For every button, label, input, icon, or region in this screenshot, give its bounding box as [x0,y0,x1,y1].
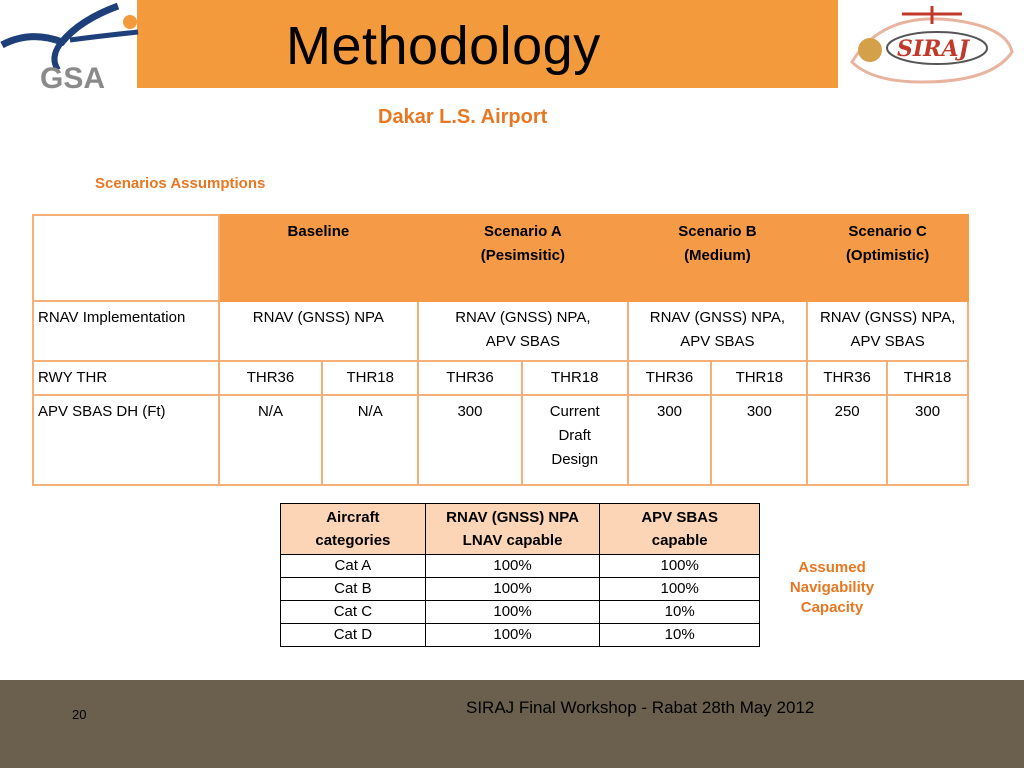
page-title: Methodology [286,16,601,76]
table-cell: N/A [219,395,323,485]
table-cell: THR18 [711,361,807,395]
page-number: 20 [72,707,87,722]
table-cell: THR36 [807,361,887,395]
table-row-rnav [33,301,968,361]
subtitle: Dakar L.S. Airport [378,106,548,128]
header-scenario-c: Scenario C (Optimistic) [807,215,968,301]
table-cell: 300 [418,395,522,485]
gsa-logo [0,0,140,92]
table-cell: RNAV (GNSS) NPA, APV SBAS [628,301,808,361]
table-row-dh [33,395,968,485]
table-cell: 100% [600,555,760,578]
table-cell: Cat A [281,555,426,578]
section-label: Scenarios Assumptions [95,175,266,192]
table-cell: 300 [711,395,807,485]
table-cell: 100% [600,578,760,601]
table-cell: N/A [322,395,418,485]
table-cell: 100% [425,555,600,578]
table-cell: 100% [425,578,600,601]
table-cell: THR18 [322,361,418,395]
gsa-logo-text: GSA [40,62,106,92]
assumed-capacity-note: Assumed Navigability Capacity [789,559,875,616]
header-baseline: Baseline [219,215,419,301]
table-header-row [33,215,968,301]
table-cell: 300 [887,395,968,485]
table-cell: Cat D [281,624,426,647]
table-cell: RNAV (GNSS) NPA, APV SBAS [418,301,627,361]
table-cell: RNAV (GNSS) NPA [219,301,419,361]
header-aircraft-categories: Aircraft categories [281,504,426,555]
table-cell: 10% [600,601,760,624]
siraj-logo-text: SIRAJ [897,36,969,62]
scenarios-table [32,214,969,486]
row-label: RNAV Implementation [33,301,219,361]
footer-band [0,680,1024,768]
header-rnav-lnav: RNAV (GNSS) NPA LNAV capable [425,504,600,555]
table-cell: 100% [425,624,600,647]
table-cell: THR36 [628,361,712,395]
aircraft-categories-table [280,503,760,647]
table-row [281,601,760,624]
header-scenario-b: Scenario B (Medium) [628,215,808,301]
row-label: APV SBAS DH (Ft) [33,395,219,485]
table-cell: 300 [628,395,712,485]
header-blank-cell [33,215,219,301]
table-cell: 250 [807,395,887,485]
table-row-rwy [33,361,968,395]
header-scenario-a: Scenario A (Pesimsitic) [418,215,627,301]
table-cell: THR18 [887,361,968,395]
footer-text: SIRAJ Final Workshop - Rabat 28th May 2012 [466,698,815,717]
table-cell: RNAV (GNSS) NPA, APV SBAS [807,301,968,361]
table-cell: Cat B [281,578,426,601]
table-cell: THR36 [418,361,522,395]
table-cell: Current Draft Design [522,395,628,485]
table-row [281,555,760,578]
table-row [281,624,760,647]
table-cell: Cat C [281,601,426,624]
siraj-logo [842,2,1022,88]
table-cell: 100% [425,601,600,624]
table-cell: 10% [600,624,760,647]
header-apv-sbas: APV SBAS capable [600,504,760,555]
table-header-row [281,504,760,555]
row-label: RWY THR [33,361,219,395]
table-cell: THR36 [219,361,323,395]
table-cell: THR18 [522,361,628,395]
table-row [281,578,760,601]
